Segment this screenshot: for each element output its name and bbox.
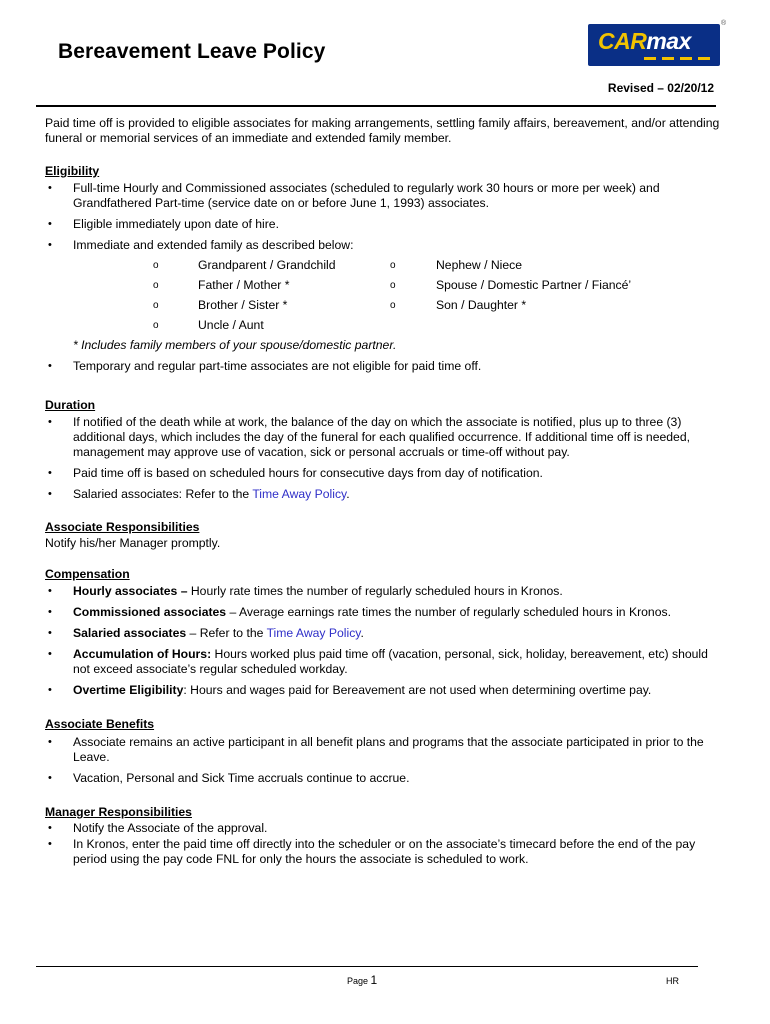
bullet: • <box>48 838 52 850</box>
manager-responsibilities-heading: Manager Responsibilities <box>45 805 192 819</box>
time-away-policy-link[interactable]: Time Away Policy <box>266 626 361 640</box>
duration-item: Salaried associates: Refer to the Time Away Policy. <box>73 487 350 501</box>
duration-item: If notified of the death while at work, the balance of the day on which the associate is notified, plus up to three (3) additional days, which includes the day of the funeral for each qualified occurrence. If additional time off is needed, management may approve use of vacation, sick or personal accruals or time-off without pay. <box>73 415 690 459</box>
eligibility-item: Immediate and extended family as described below: <box>73 238 354 252</box>
bullet: • <box>48 822 52 834</box>
bullet: • <box>48 606 52 618</box>
revised-date: Revised – 02/20/12 <box>607 81 714 95</box>
benefits-item: Vacation, Personal and Sick Time accruals continue to accrue. <box>73 771 410 785</box>
family-note: * Includes family members of your spouse/domestic partner. <box>73 338 397 352</box>
manager-item: Notify the Associate of the approval. <box>73 821 268 835</box>
carmax-logo <box>588 24 720 66</box>
page-title: Bereavement Leave Policy <box>58 40 326 63</box>
compensation-heading: Compensation <box>45 567 130 581</box>
associate-benefits-heading: Associate Benefits <box>45 717 155 731</box>
compensation-item-overtime: Overtime Eligibility: Hours and wages paid for Bereavement are not used when determining overtime pay. <box>73 683 652 697</box>
bullet: • <box>48 648 52 660</box>
compensation-item-accumulation: Accumulation of Hours: Hours worked plus paid time off (vacation, personal, sick, holiday, bereavement, etc) should not exceed associate’s regular scheduled workday. <box>73 647 708 676</box>
family-member-item: Spouse / Domestic Partner / Fiancé’ <box>436 278 632 292</box>
page-number: Page 1 <box>347 973 378 987</box>
intro-paragraph: Paid time off is provided to eligible associates for making arrangements, settling family affairs, bereavement, and/or attending funeral or memorial services of an immediate and extended family member. <box>45 116 720 145</box>
bullet: • <box>48 360 52 372</box>
sub-bullet: o <box>390 280 396 291</box>
compensation-item-hourly: Hourly associates – Hourly rate times the number of regularly scheduled hours in Kronos. <box>73 584 563 598</box>
duration-item: Paid time off is based on scheduled hours for consecutive days from day of notification. <box>73 466 543 480</box>
eligibility-item: Temporary and regular part-time associates are not eligible for paid time off. <box>73 359 482 373</box>
bullet: • <box>48 218 52 230</box>
time-away-policy-link[interactable]: Time Away Policy <box>252 487 347 501</box>
registered-mark: ® <box>721 20 727 27</box>
associate-responsibilities-text: Notify his/her Manager promptly. <box>45 536 221 550</box>
bullet: • <box>48 684 52 696</box>
family-member-item: Brother / Sister * <box>198 298 288 312</box>
compensation-item-salaried: Salaried associates – Refer to the Time Away Policy. <box>73 626 364 640</box>
bullet: • <box>48 467 52 479</box>
bullet: • <box>48 772 52 784</box>
family-member-item: Grandparent / Grandchild <box>198 258 336 272</box>
footer-department: HR <box>666 976 679 986</box>
sub-bullet: o <box>153 300 159 311</box>
duration-heading: Duration <box>45 398 96 412</box>
bullet: • <box>48 182 52 194</box>
sub-bullet: o <box>153 260 159 271</box>
eligibility-item: Eligible immediately upon date of hire. <box>73 217 279 231</box>
logo-wordmark: CARmax <box>598 28 691 54</box>
family-member-item: Son / Daughter * <box>436 298 527 312</box>
sub-bullet: o <box>390 260 396 271</box>
eligibility-item: Full-time Hourly and Commissioned associates (scheduled to regularly work 30 hours or more per week) and Grandfathered Part-time (service date on or before June 1, 1993) associates. <box>73 181 660 210</box>
manager-item: In Kronos, enter the paid time off directly into the scheduler or on the associate’s timecard before the end of the pay period using the pay code FNL for only the hours the associate is scheduled to work. <box>73 837 696 866</box>
bullet: • <box>48 736 52 748</box>
footer-divider <box>36 966 698 967</box>
family-member-item: Nephew / Niece <box>436 258 523 272</box>
sub-bullet: o <box>153 320 159 331</box>
sub-bullet: o <box>153 280 159 291</box>
bullet: • <box>48 627 52 639</box>
eligibility-heading: Eligibility <box>45 164 100 178</box>
logo-dashes <box>644 57 710 60</box>
bullet: • <box>48 239 52 251</box>
associate-responsibilities-heading: Associate Responsibilities <box>45 520 200 534</box>
family-member-item: Father / Mother * <box>198 278 290 292</box>
family-member-item: Uncle / Aunt <box>198 318 264 332</box>
sub-bullet: o <box>390 300 396 311</box>
compensation-item-commissioned: Commissioned associates – Average earnings rate times the number of regularly scheduled hours in Kronos. <box>73 605 671 619</box>
header-divider <box>36 105 716 107</box>
bullet: • <box>48 416 52 428</box>
benefits-item: Associate remains an active participant in all benefit plans and programs that the associate participated in prior to the Leave. <box>73 735 704 764</box>
bullet: • <box>48 585 52 597</box>
bullet: • <box>48 488 52 500</box>
